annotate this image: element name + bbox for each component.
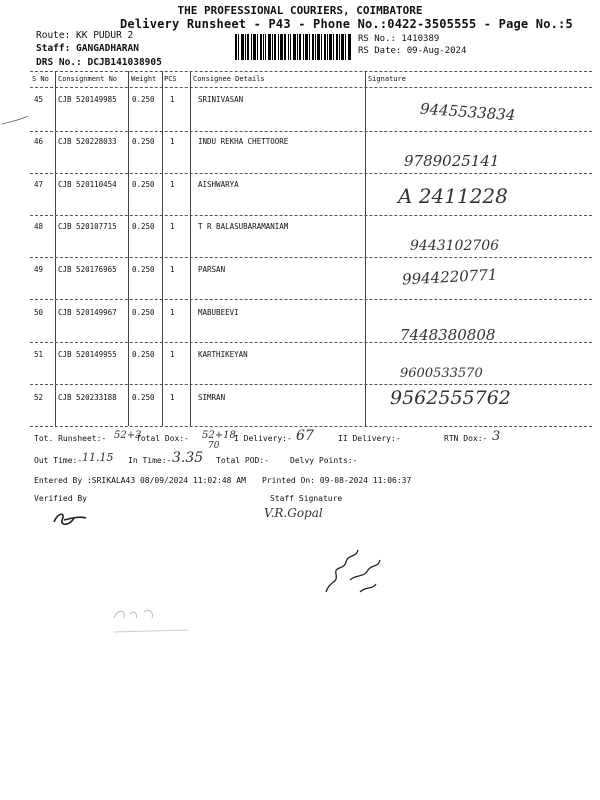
staff-signature-hand: V.R.Gopal bbox=[264, 506, 323, 520]
out-time-label: Out Time:- bbox=[34, 456, 83, 465]
row-signature: 9600533570 bbox=[400, 366, 483, 381]
row-signature: 9789025141 bbox=[404, 152, 500, 170]
margin-mark-icon bbox=[0, 108, 30, 128]
row-consignment: CJB 520107715 bbox=[58, 222, 117, 231]
col-header-pcs: PCS bbox=[164, 75, 177, 83]
row-signature: 9944220771 bbox=[401, 265, 498, 289]
row-pcs: 1 bbox=[170, 95, 175, 104]
row-weight: 0.250 bbox=[132, 308, 155, 317]
row-pcs: 1 bbox=[170, 308, 175, 317]
total-pod-label: Total POD:- bbox=[216, 456, 269, 465]
rtn-dox-value: 3 bbox=[492, 429, 501, 444]
row-consignee: SRINIVASAN bbox=[198, 95, 244, 104]
row-consignee: INDU REKHA CHETTOORE bbox=[198, 137, 289, 146]
company-name: THE PROFESSIONAL COURIERS, COIMBATORE bbox=[177, 4, 423, 17]
runsheet-title: Delivery Runsheet - P43 - Phone No.:0422-3505555 - Page No.:5 bbox=[120, 17, 573, 31]
row-signature: 9443102706 bbox=[410, 238, 500, 254]
row-consignment: CJB 520149985 bbox=[58, 95, 117, 104]
row-signature: 7448380808 bbox=[400, 326, 496, 344]
row-sno: 51 bbox=[34, 350, 44, 359]
row-signature: 9445533834 bbox=[419, 99, 516, 125]
row-pcs: 1 bbox=[170, 137, 175, 146]
row-consignment: CJB 520228033 bbox=[58, 137, 117, 146]
rs-date: RS Date: 09-Aug-2024 bbox=[358, 46, 467, 56]
row-weight: 0.250 bbox=[132, 180, 155, 189]
row-consignment: CJB 520149967 bbox=[58, 308, 117, 317]
row-signature: A 2411228 bbox=[398, 184, 508, 208]
row-sno: 45 bbox=[34, 95, 44, 104]
entered-by: Entered By :SRIKALA43 08/09/2024 11:02:48 AM bbox=[34, 476, 246, 485]
row-divider bbox=[30, 342, 592, 343]
route-label: Route: KK PUDUR 2 bbox=[36, 30, 134, 41]
table-header-border bbox=[30, 87, 592, 88]
delvy-points-label: Delvy Points:- bbox=[290, 456, 358, 465]
col-header-consignment: Consignment No bbox=[58, 75, 118, 83]
tot-runsheet-value: 52+3 bbox=[114, 430, 142, 441]
row-consignment: CJB 520176965 bbox=[58, 265, 117, 274]
row-consignment: CJB 520233188 bbox=[58, 393, 117, 402]
total-dox-sum: 70 bbox=[208, 441, 220, 451]
row-consignee: SIMRAN bbox=[198, 393, 226, 402]
in-time-label: In Time:- bbox=[128, 456, 172, 465]
faint-stamp-icon bbox=[108, 600, 198, 640]
row-consignment: CJB 520149955 bbox=[58, 350, 117, 359]
total-dox-value: 52+18 bbox=[202, 430, 236, 441]
rs-number: RS No.: 1410389 bbox=[358, 34, 440, 44]
in-time-value: 3.35 bbox=[172, 450, 204, 466]
printed-on: Printed On: 09-08-2024 11:06:37 bbox=[262, 476, 412, 485]
delivery-signature-icon bbox=[320, 540, 390, 600]
tot-runsheet-label: Tot. Runsheet:- bbox=[34, 434, 107, 443]
row-signature: 9562555762 bbox=[390, 387, 511, 409]
col-header-signature: Signature bbox=[368, 75, 406, 83]
drs-number: DRS No.: DCJB141038905 bbox=[36, 57, 162, 68]
row-pcs: 1 bbox=[170, 350, 175, 359]
row-weight: 0.250 bbox=[132, 265, 155, 274]
row-divider bbox=[30, 257, 592, 258]
col-divider bbox=[190, 71, 191, 426]
row-consignee: T R BALASUBARAMANIAM bbox=[198, 222, 289, 231]
row-pcs: 1 bbox=[170, 265, 175, 274]
staff-label: Staff: GANGADHARAN bbox=[36, 43, 139, 54]
row-weight: 0.250 bbox=[132, 222, 155, 231]
col-divider bbox=[365, 71, 366, 426]
row-divider bbox=[30, 299, 592, 300]
out-time-value: 11.15 bbox=[82, 451, 114, 464]
row-weight: 0.250 bbox=[132, 137, 155, 146]
row-divider bbox=[30, 131, 592, 132]
i-delivery-value: 67 bbox=[296, 428, 314, 444]
row-divider bbox=[30, 384, 592, 385]
row-weight: 0.250 bbox=[132, 350, 155, 359]
rtn-dox-label: RTN Dox:- bbox=[444, 434, 488, 443]
staff-signature-label: Staff Signature bbox=[270, 494, 343, 503]
col-divider bbox=[55, 71, 56, 426]
total-dox-label: Total Dox:- bbox=[136, 434, 189, 443]
row-weight: 0.250 bbox=[132, 393, 155, 402]
verified-by-label: Verified By bbox=[34, 494, 87, 503]
row-pcs: 1 bbox=[170, 393, 175, 402]
row-sno: 46 bbox=[34, 137, 44, 146]
col-header-weight: Weight bbox=[131, 75, 157, 83]
row-divider bbox=[30, 215, 592, 216]
table-top-border bbox=[30, 71, 592, 72]
verifier-signature-icon bbox=[50, 508, 90, 530]
col-header-sno: S No bbox=[32, 75, 49, 83]
row-sno: 50 bbox=[34, 308, 44, 317]
row-sno: 48 bbox=[34, 222, 44, 231]
i-delivery-label: I Delivery:- bbox=[234, 434, 292, 443]
row-consignee: AISHWARYA bbox=[198, 180, 239, 189]
col-header-consignee: Consignee Details bbox=[193, 75, 265, 83]
row-pcs: 1 bbox=[170, 222, 175, 231]
row-consignee: KARTHIKEYAN bbox=[198, 350, 248, 359]
table-bottom-border bbox=[30, 426, 592, 427]
row-consignment: CJB 520110454 bbox=[58, 180, 117, 189]
row-weight: 0.250 bbox=[132, 95, 155, 104]
col-divider bbox=[128, 71, 129, 426]
row-consignee: MABUBEEVI bbox=[198, 308, 239, 317]
barcode-image bbox=[235, 34, 351, 60]
row-consignee: PARSAN bbox=[198, 265, 226, 274]
row-sno: 49 bbox=[34, 265, 44, 274]
row-sno: 47 bbox=[34, 180, 44, 189]
row-pcs: 1 bbox=[170, 180, 175, 189]
col-divider bbox=[162, 71, 163, 426]
ii-delivery-label: II Delivery:- bbox=[338, 434, 401, 443]
row-sno: 52 bbox=[34, 393, 44, 402]
row-divider bbox=[30, 173, 592, 174]
